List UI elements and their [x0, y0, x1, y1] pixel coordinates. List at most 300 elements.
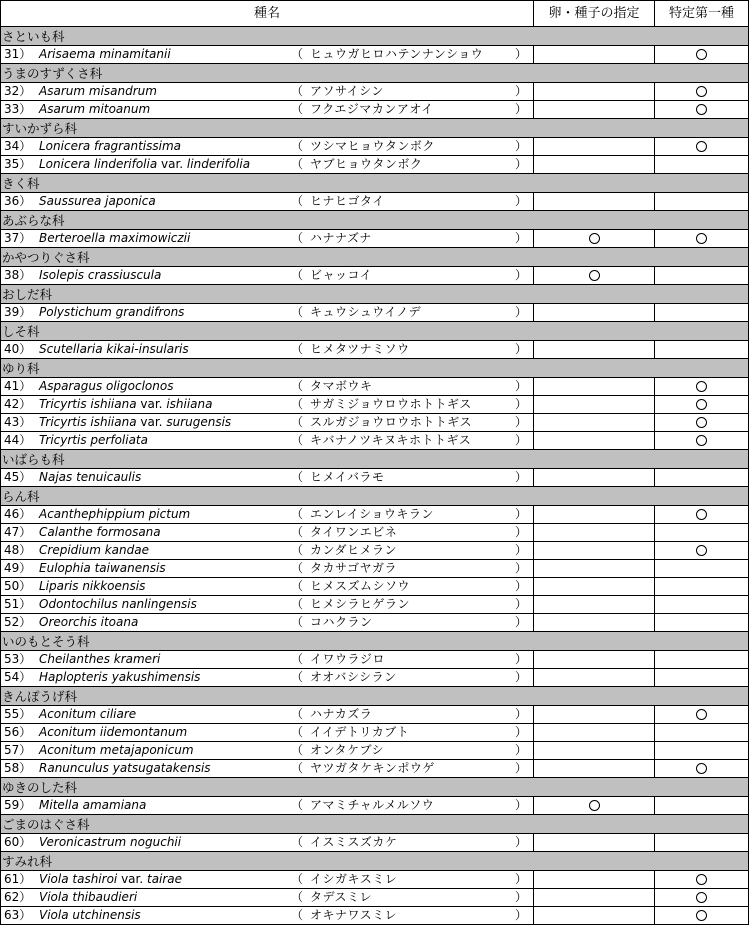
- species-name-cell: [1, 614, 534, 632]
- scientific-name-part: Crepidium kandae: [39, 543, 149, 557]
- family-row: [1, 285, 749, 304]
- species-number: 57）: [4, 743, 32, 757]
- scientific-name-part: Scutellaria kikai-insularis: [39, 342, 189, 356]
- species-table-body: [1, 1, 749, 925]
- close-parenthesis: ）: [515, 47, 528, 61]
- japanese-name: イスミスズカケ: [310, 835, 398, 849]
- egg-seed-designation-cell: [534, 797, 655, 815]
- close-parenthesis: ）: [515, 194, 528, 208]
- close-parenthesis: ）: [515, 379, 528, 393]
- specific-first-class-cell: [655, 101, 749, 119]
- family-label: ゆり科: [1, 359, 749, 378]
- species-name-cell: [1, 469, 534, 487]
- scientific-name-part: Haplopteris yakushimensis: [39, 670, 201, 684]
- japanese-name: イイデトリカブト: [310, 725, 410, 739]
- rank-abbreviation: var.: [136, 397, 167, 411]
- species-number: 55）: [4, 707, 32, 721]
- species-row: [1, 414, 749, 432]
- open-parenthesis: （: [291, 743, 304, 757]
- family-row: [1, 632, 749, 651]
- circle-mark-icon: [696, 233, 707, 244]
- species-row: [1, 193, 749, 211]
- species-row: [1, 138, 749, 156]
- scientific-name-part: Asarum mitoanum: [39, 102, 151, 116]
- scientific-name: [39, 304, 184, 321]
- scientific-name-part: Acanthephippium pictum: [39, 507, 191, 521]
- egg-seed-designation-cell: [534, 542, 655, 560]
- scientific-name: [39, 193, 156, 210]
- scientific-name: [39, 138, 181, 155]
- scientific-name-part: Lonicera linderifolia: [39, 157, 158, 171]
- family-label: いばらも科: [1, 450, 749, 469]
- circle-mark-icon: [696, 141, 707, 152]
- family-row: [1, 450, 749, 469]
- egg-seed-designation-cell: [534, 871, 655, 889]
- close-parenthesis: ）: [515, 707, 528, 721]
- species-row: [1, 834, 749, 852]
- species-name-cell: [1, 524, 534, 542]
- close-parenthesis: ）: [515, 397, 528, 411]
- egg-seed-designation-cell: [534, 193, 655, 211]
- specific-first-class-cell: [655, 267, 749, 285]
- scientific-name-part: Berteroella maximowiczii: [39, 231, 191, 245]
- close-parenthesis: ）: [515, 835, 528, 849]
- scientific-name-part: Tricyrtis perfoliata: [39, 433, 148, 447]
- scientific-name: [39, 267, 161, 284]
- scientific-name-part: Saussurea japonica: [39, 194, 156, 208]
- family-row: [1, 64, 749, 83]
- egg-seed-designation-cell: [534, 614, 655, 632]
- circle-mark-icon: [696, 49, 707, 60]
- family-label: きんぽうげ科: [1, 687, 749, 706]
- open-parenthesis: （: [291, 84, 304, 98]
- species-row: [1, 469, 749, 487]
- egg-seed-designation-cell: [534, 889, 655, 907]
- scientific-name-part: Mitella amamiana: [39, 798, 147, 812]
- egg-seed-designation-cell: [534, 378, 655, 396]
- scientific-name: [39, 889, 137, 906]
- species-name-cell: [1, 378, 534, 396]
- species-name-cell: [1, 101, 534, 119]
- rank-abbreviation: var.: [157, 157, 187, 171]
- egg-seed-designation-cell: [534, 760, 655, 778]
- japanese-name: タマボウキ: [310, 379, 373, 393]
- scientific-name-part: Aconitum iidemontanum: [39, 725, 188, 739]
- family-row: [1, 487, 749, 506]
- species-number: 54）: [4, 670, 32, 684]
- family-label: らん科: [1, 487, 749, 506]
- close-parenthesis: ）: [515, 561, 528, 575]
- family-label: しそ科: [1, 322, 749, 341]
- open-parenthesis: （: [291, 231, 304, 245]
- egg-seed-designation-cell: [534, 414, 655, 432]
- specific-first-class-cell: [655, 614, 749, 632]
- scientific-name-part: Viola tashiroi: [39, 872, 118, 886]
- open-parenthesis: （: [291, 908, 304, 922]
- circle-mark-icon: [696, 763, 707, 774]
- open-parenthesis: （: [291, 194, 304, 208]
- open-parenthesis: （: [291, 872, 304, 886]
- scientific-name: [39, 651, 160, 668]
- open-parenthesis: （: [291, 890, 304, 904]
- close-parenthesis: ）: [515, 507, 528, 521]
- species-row: [1, 506, 749, 524]
- open-parenthesis: （: [291, 102, 304, 116]
- open-parenthesis: （: [291, 525, 304, 539]
- close-parenthesis: ）: [515, 268, 528, 282]
- specific-first-class-cell: [655, 469, 749, 487]
- egg-seed-designation-cell: [534, 267, 655, 285]
- header-egg-seed-designation: 卵・種子の指定: [534, 1, 655, 27]
- species-name-cell: [1, 83, 534, 101]
- scientific-name: [39, 432, 148, 449]
- scientific-name-part: Viola utchinensis: [39, 908, 141, 922]
- species-row: [1, 341, 749, 359]
- egg-seed-designation-cell: [534, 138, 655, 156]
- scientific-name: [39, 797, 146, 814]
- species-number: 39）: [4, 305, 32, 319]
- scientific-name: [39, 669, 200, 686]
- species-row: [1, 742, 749, 760]
- species-name-cell: [1, 341, 534, 359]
- header-specific-first-class: 特定第一種: [655, 1, 749, 27]
- species-number: 61）: [4, 872, 32, 886]
- open-parenthesis: （: [291, 415, 304, 429]
- close-parenthesis: ）: [515, 761, 528, 775]
- species-name-cell: [1, 797, 534, 815]
- species-number: 43）: [4, 415, 32, 429]
- species-name-cell: [1, 706, 534, 724]
- close-parenthesis: ）: [515, 525, 528, 539]
- egg-seed-designation-cell: [534, 669, 655, 687]
- family-row: [1, 248, 749, 267]
- scientific-name-part: Aconitum ciliare: [39, 707, 137, 721]
- species-number: 32）: [4, 84, 32, 98]
- species-row: [1, 889, 749, 907]
- open-parenthesis: （: [291, 761, 304, 775]
- specific-first-class-cell: [655, 760, 749, 778]
- species-name-cell: [1, 578, 534, 596]
- species-row: [1, 101, 749, 119]
- species-row: [1, 760, 749, 778]
- species-name-cell: [1, 267, 534, 285]
- specific-first-class-cell: [655, 596, 749, 614]
- circle-mark-icon: [696, 435, 707, 446]
- japanese-name: ツシマヒョウタンボク: [310, 139, 435, 153]
- species-name-cell: [1, 304, 534, 322]
- specific-first-class-cell: [655, 83, 749, 101]
- species-name-cell: [1, 760, 534, 778]
- family-row: [1, 174, 749, 193]
- open-parenthesis: （: [291, 835, 304, 849]
- species-number: 31）: [4, 47, 32, 61]
- egg-seed-designation-cell: [534, 156, 655, 174]
- species-number: 41）: [4, 379, 32, 393]
- open-parenthesis: （: [291, 579, 304, 593]
- family-label: かやつりぐさ科: [1, 248, 749, 267]
- scientific-name-part: Najas tenuicaulis: [39, 470, 142, 484]
- circle-mark-icon: [696, 545, 707, 556]
- japanese-name: サガミジョウロウホトトギス: [310, 397, 472, 411]
- header-species-name: 種名: [1, 1, 534, 27]
- species-number: 35）: [4, 157, 32, 171]
- family-label: さといも科: [1, 27, 749, 46]
- species-number: 63）: [4, 908, 32, 922]
- species-row: [1, 651, 749, 669]
- japanese-name: フクエジマカンアオイ: [310, 102, 434, 116]
- circle-mark-icon: [696, 874, 707, 885]
- japanese-name: オオバシシラン: [310, 670, 397, 684]
- specific-first-class-cell: [655, 706, 749, 724]
- egg-seed-designation-cell: [534, 651, 655, 669]
- species-number: 40）: [4, 342, 32, 356]
- japanese-name: コハクラン: [310, 615, 373, 629]
- circle-mark-icon: [696, 104, 707, 115]
- specific-first-class-cell: [655, 834, 749, 852]
- circle-mark-icon: [696, 709, 707, 720]
- specific-first-class-cell: [655, 560, 749, 578]
- family-label: すいかずら科: [1, 119, 749, 138]
- close-parenthesis: ）: [515, 652, 528, 666]
- specific-first-class-cell: [655, 46, 749, 64]
- scientific-name: [39, 871, 182, 888]
- circle-mark-icon: [696, 892, 707, 903]
- family-label: おしだ科: [1, 285, 749, 304]
- species-number: 33）: [4, 102, 32, 116]
- scientific-name-part: Tricyrtis ishiiana: [39, 397, 137, 411]
- egg-seed-designation-cell: [534, 506, 655, 524]
- open-parenthesis: （: [291, 725, 304, 739]
- japanese-name: アソサイシン: [310, 84, 384, 98]
- species-row: [1, 304, 749, 322]
- open-parenthesis: （: [291, 157, 304, 171]
- family-label: ゆきのした科: [1, 778, 749, 797]
- close-parenthesis: ）: [515, 433, 528, 447]
- open-parenthesis: （: [291, 670, 304, 684]
- japanese-name: ヤブヒョウタンボク: [310, 157, 423, 171]
- species-row: [1, 524, 749, 542]
- open-parenthesis: （: [291, 597, 304, 611]
- family-row: [1, 27, 749, 46]
- scientific-name-part: Oreorchis itoana: [39, 615, 139, 629]
- species-number: 51）: [4, 597, 32, 611]
- close-parenthesis: ）: [515, 597, 528, 611]
- close-parenthesis: ）: [515, 670, 528, 684]
- egg-seed-designation-cell: [534, 304, 655, 322]
- species-name-cell: [1, 414, 534, 432]
- species-number: 52）: [4, 615, 32, 629]
- specific-first-class-cell: [655, 138, 749, 156]
- species-row: [1, 578, 749, 596]
- species-name-cell: [1, 432, 534, 450]
- specific-first-class-cell: [655, 341, 749, 359]
- scientific-name-part: Cheilanthes krameri: [39, 652, 161, 666]
- egg-seed-designation-cell: [534, 724, 655, 742]
- open-parenthesis: （: [291, 433, 304, 447]
- specific-first-class-cell: [655, 871, 749, 889]
- japanese-name: オキナワスミレ: [310, 908, 398, 922]
- japanese-name: ビャッコイ: [310, 268, 373, 282]
- species-number: 58）: [4, 761, 32, 775]
- circle-mark-icon: [589, 800, 600, 811]
- close-parenthesis: ）: [515, 872, 528, 886]
- species-name-cell: [1, 396, 534, 414]
- species-name-cell: [1, 596, 534, 614]
- rank-abbreviation: var.: [136, 415, 167, 429]
- family-row: [1, 119, 749, 138]
- japanese-name: ハナナズナ: [310, 231, 372, 245]
- close-parenthesis: ）: [515, 890, 528, 904]
- japanese-name: ヒメシラヒゲラン: [310, 597, 411, 611]
- species-number: 56）: [4, 725, 32, 739]
- specific-first-class-cell: [655, 651, 749, 669]
- scientific-name-part: ishiiana: [166, 397, 213, 411]
- japanese-name: キバナノツキヌキホトトギス: [310, 433, 472, 447]
- species-row: [1, 230, 749, 248]
- species-row: [1, 267, 749, 285]
- scientific-name: [39, 706, 136, 723]
- japanese-name: タカサゴヤガラ: [310, 561, 398, 575]
- species-number: 53）: [4, 652, 32, 666]
- specific-first-class-cell: [655, 378, 749, 396]
- species-name-cell: [1, 742, 534, 760]
- specific-first-class-cell: [655, 797, 749, 815]
- species-number: 50）: [4, 579, 32, 593]
- family-row: [1, 815, 749, 834]
- species-number: 47）: [4, 525, 32, 539]
- open-parenthesis: （: [291, 47, 304, 61]
- scientific-name-part: Aconitum metajaponicum: [39, 743, 194, 757]
- scientific-name: [39, 578, 145, 595]
- open-parenthesis: （: [291, 798, 304, 812]
- family-row: [1, 687, 749, 706]
- scientific-name: [39, 724, 187, 741]
- scientific-name-part: Liparis nikkoensis: [39, 579, 146, 593]
- japanese-name: オンタケブシ: [310, 743, 385, 757]
- japanese-name: ヒメイバラモ: [310, 470, 385, 484]
- circle-mark-icon: [696, 417, 707, 428]
- scientific-name-part: linderifolia: [186, 157, 251, 171]
- scientific-name: [39, 414, 231, 431]
- scientific-name: [39, 614, 138, 631]
- specific-first-class-cell: [655, 669, 749, 687]
- egg-seed-designation-cell: [534, 396, 655, 414]
- scientific-name-part: Lonicera fragrantissima: [39, 139, 181, 153]
- close-parenthesis: ）: [515, 543, 528, 557]
- family-row: [1, 778, 749, 797]
- species-number: 59）: [4, 798, 32, 812]
- egg-seed-designation-cell: [534, 742, 655, 760]
- species-number: 49）: [4, 561, 32, 575]
- scientific-name: [39, 101, 150, 118]
- open-parenthesis: （: [291, 397, 304, 411]
- scientific-name-part: Isolepis crassiuscula: [39, 268, 162, 282]
- species-number: 46）: [4, 507, 32, 521]
- species-name-cell: [1, 560, 534, 578]
- japanese-name: ヒュウガヒロハテンナンショウ: [310, 47, 484, 61]
- open-parenthesis: （: [291, 707, 304, 721]
- japanese-name: ヒナヒゴタイ: [310, 194, 385, 208]
- specific-first-class-cell: [655, 414, 749, 432]
- egg-seed-designation-cell: [534, 83, 655, 101]
- species-name-cell: [1, 230, 534, 248]
- species-name-cell: [1, 669, 534, 687]
- scientific-name: [39, 83, 157, 100]
- species-number: 36）: [4, 194, 32, 208]
- specific-first-class-cell: [655, 304, 749, 322]
- scientific-name-part: Eulophia taiwanensis: [39, 561, 166, 575]
- scientific-name-part: surugensis: [166, 415, 232, 429]
- open-parenthesis: （: [291, 342, 304, 356]
- specific-first-class-cell: [655, 907, 749, 925]
- japanese-name: ハナカズラ: [310, 707, 373, 721]
- scientific-name: [39, 596, 197, 613]
- japanese-name: タイワンエビネ: [310, 525, 398, 539]
- scientific-name: [39, 834, 181, 851]
- scientific-name-part: Asarum misandrum: [39, 84, 157, 98]
- close-parenthesis: ）: [515, 342, 528, 356]
- close-parenthesis: ）: [515, 615, 528, 629]
- japanese-name: エンレイショウキラン: [310, 507, 434, 521]
- species-name-cell: [1, 46, 534, 64]
- family-row: [1, 211, 749, 230]
- close-parenthesis: ）: [515, 415, 528, 429]
- scientific-name: [39, 378, 173, 395]
- scientific-name: [39, 542, 149, 559]
- species-row: [1, 669, 749, 687]
- species-name-cell: [1, 542, 534, 560]
- egg-seed-designation-cell: [534, 578, 655, 596]
- scientific-name-part: Veronicastrum noguchii: [39, 835, 182, 849]
- species-row: [1, 396, 749, 414]
- open-parenthesis: （: [291, 139, 304, 153]
- species-row: [1, 871, 749, 889]
- japanese-name: キュウシュウイノデ: [310, 305, 422, 319]
- species-number: 60）: [4, 835, 32, 849]
- open-parenthesis: （: [291, 507, 304, 521]
- species-number: 44）: [4, 433, 32, 447]
- egg-seed-designation-cell: [534, 907, 655, 925]
- close-parenthesis: ）: [515, 579, 528, 593]
- scientific-name: [39, 341, 189, 358]
- japanese-name: スルガジョウロウホトトギス: [310, 415, 473, 429]
- close-parenthesis: ）: [515, 139, 528, 153]
- specific-first-class-cell: [655, 432, 749, 450]
- species-name-cell: [1, 889, 534, 907]
- circle-mark-icon: [696, 399, 707, 410]
- japanese-name: カンダヒメラン: [310, 543, 398, 557]
- family-row: [1, 852, 749, 871]
- species-number: 45）: [4, 470, 32, 484]
- species-row: [1, 596, 749, 614]
- japanese-name: イシガキスミレ: [310, 872, 398, 886]
- species-number: 42）: [4, 397, 32, 411]
- open-parenthesis: （: [291, 470, 304, 484]
- table-header-row: [1, 1, 749, 27]
- family-row: [1, 359, 749, 378]
- scientific-name-part: Calanthe formosana: [39, 525, 161, 539]
- japanese-name: ヤツガタケキンポウゲ: [310, 761, 435, 775]
- scientific-name-part: Asparagus oligoclonos: [39, 379, 174, 393]
- circle-mark-icon: [696, 910, 707, 921]
- species-row: [1, 542, 749, 560]
- species-row: [1, 706, 749, 724]
- open-parenthesis: （: [291, 543, 304, 557]
- scientific-name-part: Tricyrtis ishiiana: [39, 415, 137, 429]
- species-row: [1, 907, 749, 925]
- scientific-name-part: tairae: [146, 872, 183, 886]
- family-label: すみれ科: [1, 852, 749, 871]
